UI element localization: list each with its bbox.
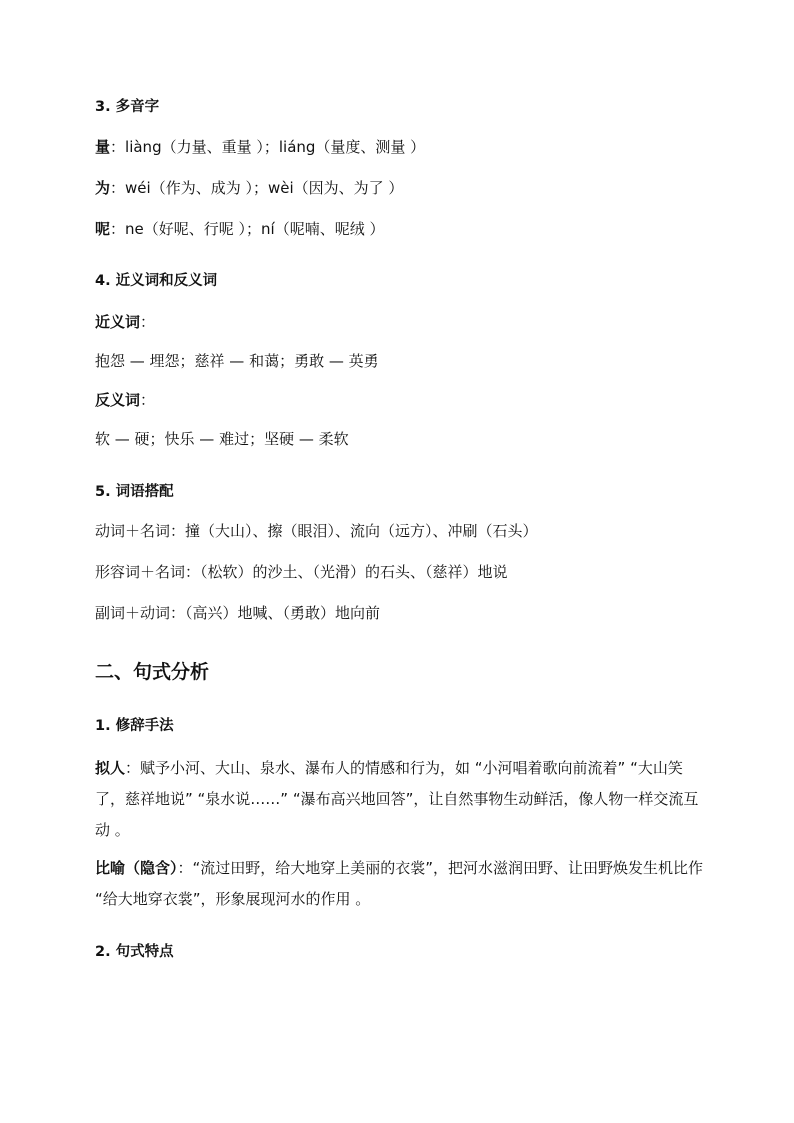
personification-paragraph xyxy=(95,753,707,846)
section-heading-polyphonic: 3. 多音字 xyxy=(95,99,160,115)
section-heading-synonyms-antonyms: 4. 近义词和反义词 xyxy=(95,273,218,289)
collocation-line: 动词＋名词：撞（大山）、擦（眼泪）、流向（远方）、冲刷（石头） xyxy=(95,522,538,540)
part-title-sentence-analysis: 二、句式分析 xyxy=(95,661,210,683)
polyphonic-readings: ne（好呢、行呢 ）；ní（呢喃、呢绒 ） xyxy=(125,220,385,238)
polyphonic-char: 量 xyxy=(95,138,111,156)
synonyms-label-line xyxy=(95,312,155,332)
section-heading-collocations: 5. 词语搭配 xyxy=(95,484,174,500)
polyphonic-readings: liàng（力量、重量 ）；liáng（量度、测量 ） xyxy=(125,138,426,156)
polyphonic-item-liang xyxy=(95,137,425,157)
polyphonic-item-wei xyxy=(95,178,403,198)
personification-text: ：赋予小河、大山、泉水、瀑布人的情感和行为，如 “小河唱着歌向前流着” “大山笑了，慈祥地说” “泉水说……” “瀑布高兴地回答”，让自然事物生动鲜活，像人物一样交流互动 。 xyxy=(95,759,699,839)
antonyms-text: 软 — 硬；快乐 — 难过；坚硬 — 柔软 xyxy=(95,430,349,448)
polyphonic-char: 呢 xyxy=(95,220,111,238)
synonyms-label: 近义词 xyxy=(95,313,141,331)
antonyms-colon: ： xyxy=(140,391,156,409)
polyphonic-colon: ： xyxy=(110,138,126,156)
synonyms-colon: ： xyxy=(140,313,156,331)
section-heading-sentence-features: 2. 句式特点 xyxy=(95,944,174,960)
metaphor-label: 比喻（隐含） xyxy=(95,859,178,877)
polyphonic-char: 为 xyxy=(95,179,111,197)
metaphor-text: ：“流过田野，给大地穿上美丽的衣裳”，把河水滋润田野、让田野焕发生机比作 “给大地穿衣裳”，形象展现河水的作用 。 xyxy=(95,859,704,908)
collocation-line: 形容词＋名词：（松软）的沙土、（光滑）的石头、（慈祥）地说 xyxy=(95,563,508,581)
polyphonic-colon: ： xyxy=(110,179,126,197)
metaphor-paragraph xyxy=(95,853,707,915)
antonyms-label: 反义词 xyxy=(95,391,141,409)
personification-label: 拟人 xyxy=(95,759,126,777)
polyphonic-item-ne xyxy=(95,219,384,239)
section-heading-rhetoric: 1. 修辞手法 xyxy=(95,718,174,734)
collocation-line: 副词＋动词：（高兴）地喊、（勇敢）地向前 xyxy=(95,604,381,622)
antonyms-label-line xyxy=(95,390,155,410)
synonyms-text: 抱怨 — 埋怨；慈祥 — 和蔼；勇敢 — 英勇 xyxy=(95,352,379,370)
polyphonic-readings: wéi（作为、成为 ）；wèi（因为、为了 ） xyxy=(125,179,404,197)
polyphonic-colon: ： xyxy=(110,220,126,238)
